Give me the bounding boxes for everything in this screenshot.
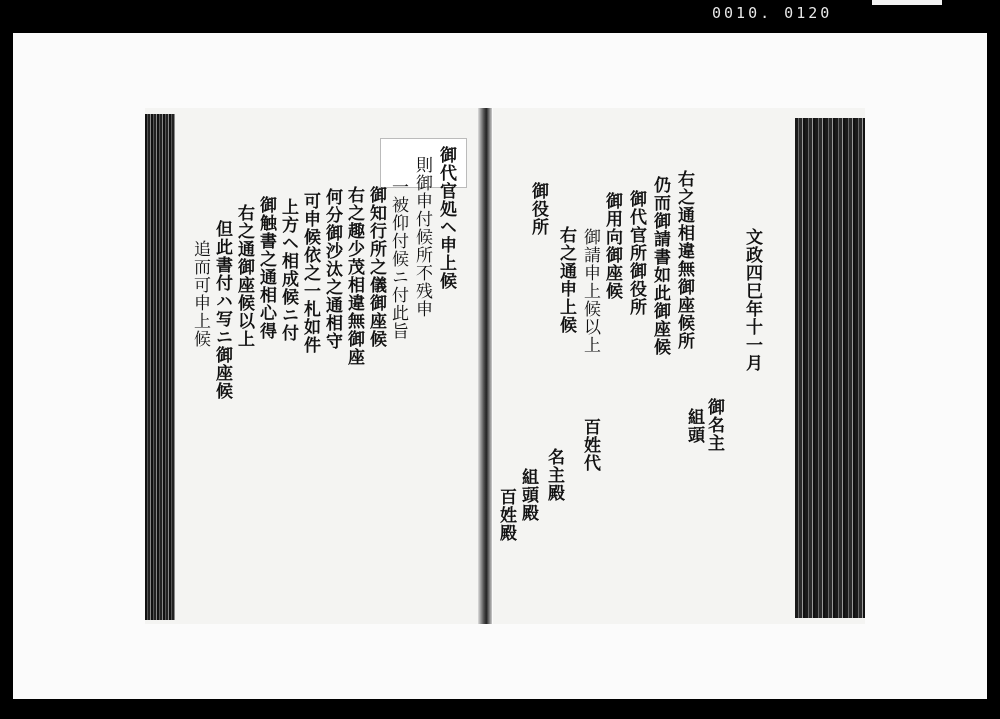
left-column-8: 上方ヘ相成候ニ付	[278, 198, 298, 342]
left-column-10: 右之通御座候以上	[234, 204, 254, 348]
right-column-4: 御代官所御役所	[626, 190, 646, 316]
right-column-13: 組頭殿	[518, 468, 538, 522]
left-page-edges	[145, 114, 175, 620]
left-column-5: 右之趣少茂相違無御座	[344, 186, 364, 366]
left-column-11: 但此書付ハ写ニ御座候	[212, 220, 232, 400]
right-page-edges	[795, 118, 865, 618]
left-column-6: 何分御沙汰之通相守	[322, 188, 342, 350]
right-column-11: 御役所	[528, 182, 548, 236]
left-column-1: 御代官処ヘ申上候	[436, 146, 456, 290]
left-column-7: 可申候依之一札如件	[300, 192, 320, 354]
right-column-2: 右之通相違無御座候所	[674, 170, 694, 350]
right-column-10: 右之通申上候	[556, 226, 576, 334]
film-edge-tab	[872, 0, 942, 5]
book-gutter	[478, 108, 492, 624]
right-column-8: 百姓代	[580, 418, 600, 472]
right-column-3: 仍而御請書如此御座候	[650, 176, 670, 356]
right-column-6: 御名主	[704, 398, 724, 452]
open-book	[145, 108, 865, 624]
left-column-12: 追而可申上候	[190, 240, 210, 348]
right-column-5: 御用向御座候	[602, 192, 622, 300]
left-column-3: 一被仰付候ニ付此旨	[388, 178, 408, 340]
right-column-date: 文政四巳年十一月	[742, 228, 762, 372]
left-column-2: 則御申付候所不残申	[412, 156, 432, 318]
right-column-9: 御請申上候以上	[580, 228, 600, 354]
right-column-14: 百姓殿	[496, 488, 516, 542]
reel-frame-code: 0010. 0120	[712, 4, 833, 22]
right-column-12: 名主殿	[544, 448, 564, 502]
right-column-7: 組頭	[684, 408, 704, 444]
left-column-9: 御触書之通相心得	[256, 196, 276, 340]
left-column-4: 御知行所之儀御座候	[366, 186, 386, 348]
